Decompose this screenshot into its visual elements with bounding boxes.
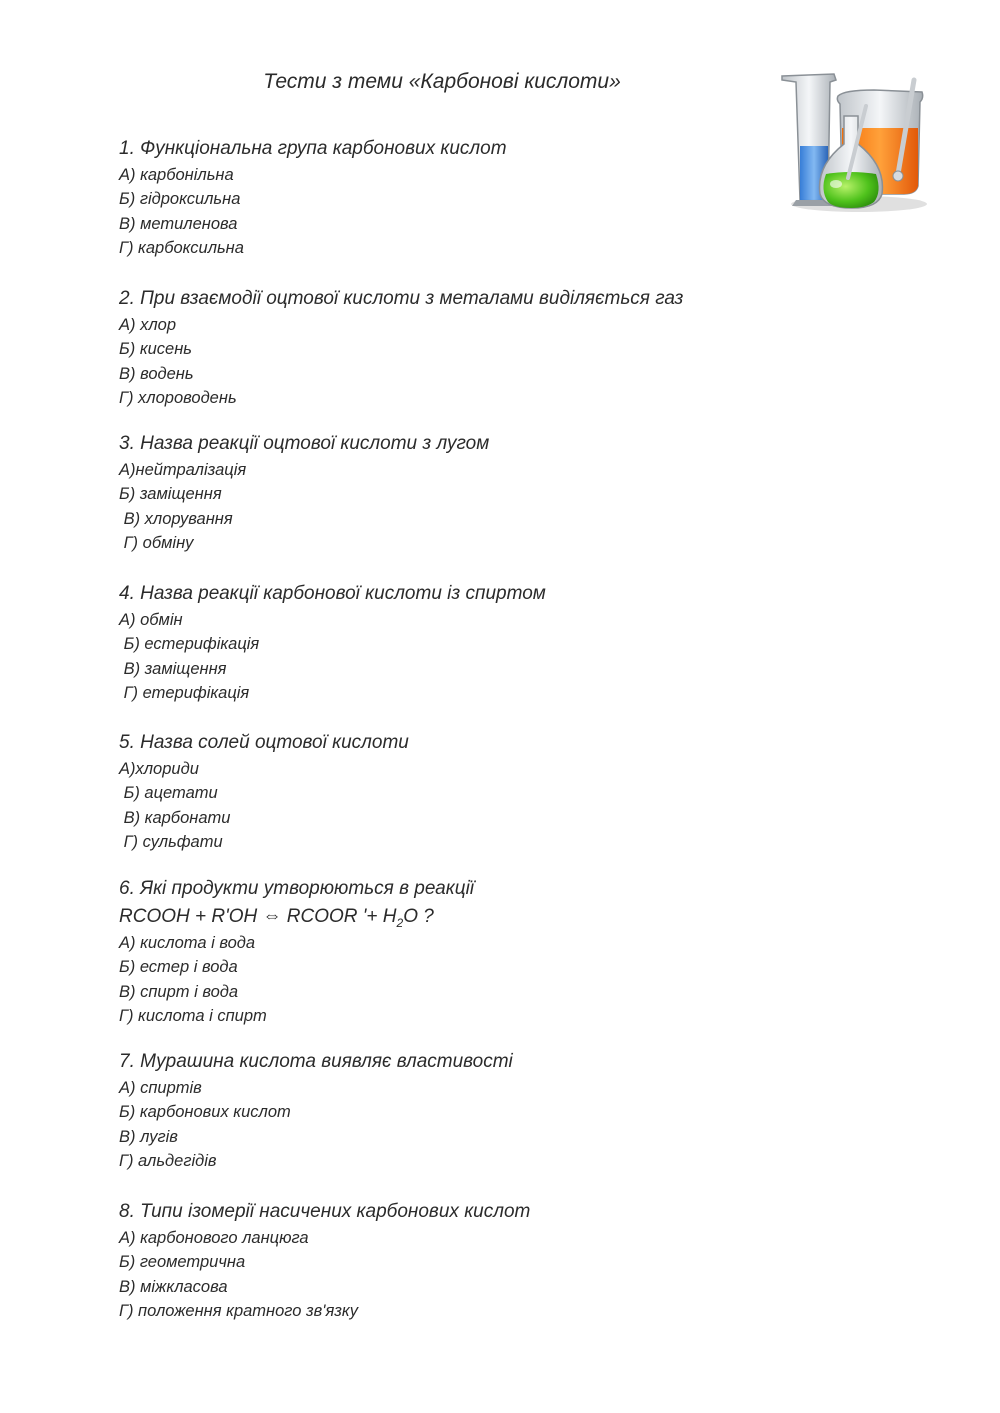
answer-option: Б) заміщення bbox=[119, 485, 222, 504]
lab-glassware-drawing bbox=[774, 66, 934, 216]
answer-option: А) кислота і вода bbox=[119, 934, 256, 952]
answer-option: Б) естер і вода bbox=[119, 958, 238, 977]
answer-option: В) метиленова bbox=[119, 214, 238, 233]
answer-option: Г) хлороводень bbox=[119, 388, 237, 407]
answer-option: Г) кислота і спирт bbox=[119, 1006, 267, 1025]
question-text: 7. Мурашина кислота виявляє властивості bbox=[119, 1051, 513, 1072]
formula-subscript: 2 bbox=[396, 915, 404, 930]
question-1 bbox=[119, 135, 759, 260]
question-7 bbox=[119, 1048, 759, 1173]
answer-option: Г) етерифікація bbox=[119, 683, 250, 702]
formula-main: RCOOH + R'OH ⇔ RCOOR '+ H bbox=[119, 906, 397, 927]
answer-option: Б) карбонових кислот bbox=[119, 1103, 291, 1122]
answer-option: А)хлориди bbox=[119, 760, 199, 778]
question-text: 5. Назва солей оцтової кислоти bbox=[119, 732, 409, 753]
answer-option: Г) альдегідів bbox=[119, 1151, 217, 1170]
question-text: 6. Які продукти утворюються в реакції bbox=[119, 878, 475, 899]
answer-option: В) спирт і вода bbox=[119, 982, 239, 1001]
question-3 bbox=[119, 430, 759, 555]
answer-option: В) міжкласова bbox=[119, 1277, 228, 1296]
answer-option: В) заміщення bbox=[119, 659, 227, 678]
answer-option: А) спиртів bbox=[119, 1079, 202, 1097]
lab-glassware-icon bbox=[774, 66, 934, 216]
question-4 bbox=[119, 580, 759, 705]
page-title: Тести з теми «Карбонові кислоти» bbox=[263, 70, 621, 93]
answer-option: Б) гідроксильна bbox=[119, 190, 241, 209]
question-2 bbox=[119, 285, 759, 410]
answer-option: В) лугів bbox=[119, 1127, 178, 1146]
question-8 bbox=[119, 1198, 759, 1323]
answer-option: Б) ацетати bbox=[119, 784, 218, 803]
formula-tail: O ? bbox=[403, 906, 434, 927]
answer-option: А)нейтралізація bbox=[119, 461, 247, 479]
answer-option: Б) геометрична bbox=[119, 1253, 246, 1272]
question-5 bbox=[119, 729, 759, 854]
answer-option: А) карбонового ланцюга bbox=[119, 1229, 309, 1247]
answer-option: В) хлорування bbox=[119, 509, 233, 528]
question-text: 1. Функціональна група карбонових кислот bbox=[119, 138, 507, 159]
question-6 bbox=[119, 875, 759, 1028]
answer-option: Б) кисень bbox=[119, 340, 192, 359]
answer-option: А) карбонільна bbox=[119, 166, 234, 184]
answer-option: Г) сульфати bbox=[119, 832, 223, 851]
answer-option: Г) карбоксильна bbox=[119, 238, 244, 257]
question-text: 3. Назва реакції оцтової кислоти з лугом bbox=[119, 433, 490, 454]
answer-option: А) обмін bbox=[119, 611, 183, 629]
question-text: 8. Типи ізомерії насичених карбонових кислот bbox=[119, 1201, 531, 1222]
answer-option: А) хлор bbox=[119, 316, 176, 334]
answer-option: В) водень bbox=[119, 364, 194, 383]
answer-option: В) карбонати bbox=[119, 808, 231, 827]
question-text: 2. При взаємодії оцтової кислоти з металами виділяється газ bbox=[119, 288, 684, 309]
answer-option: Б) естерифікація bbox=[119, 635, 260, 654]
reaction-formula bbox=[119, 903, 759, 931]
answer-option: Г) положення кратного зв'язку bbox=[119, 1301, 358, 1320]
answer-option: Г) обміну bbox=[119, 533, 194, 552]
question-text: 4. Назва реакції карбонової кислоти із спиртом bbox=[119, 583, 546, 604]
